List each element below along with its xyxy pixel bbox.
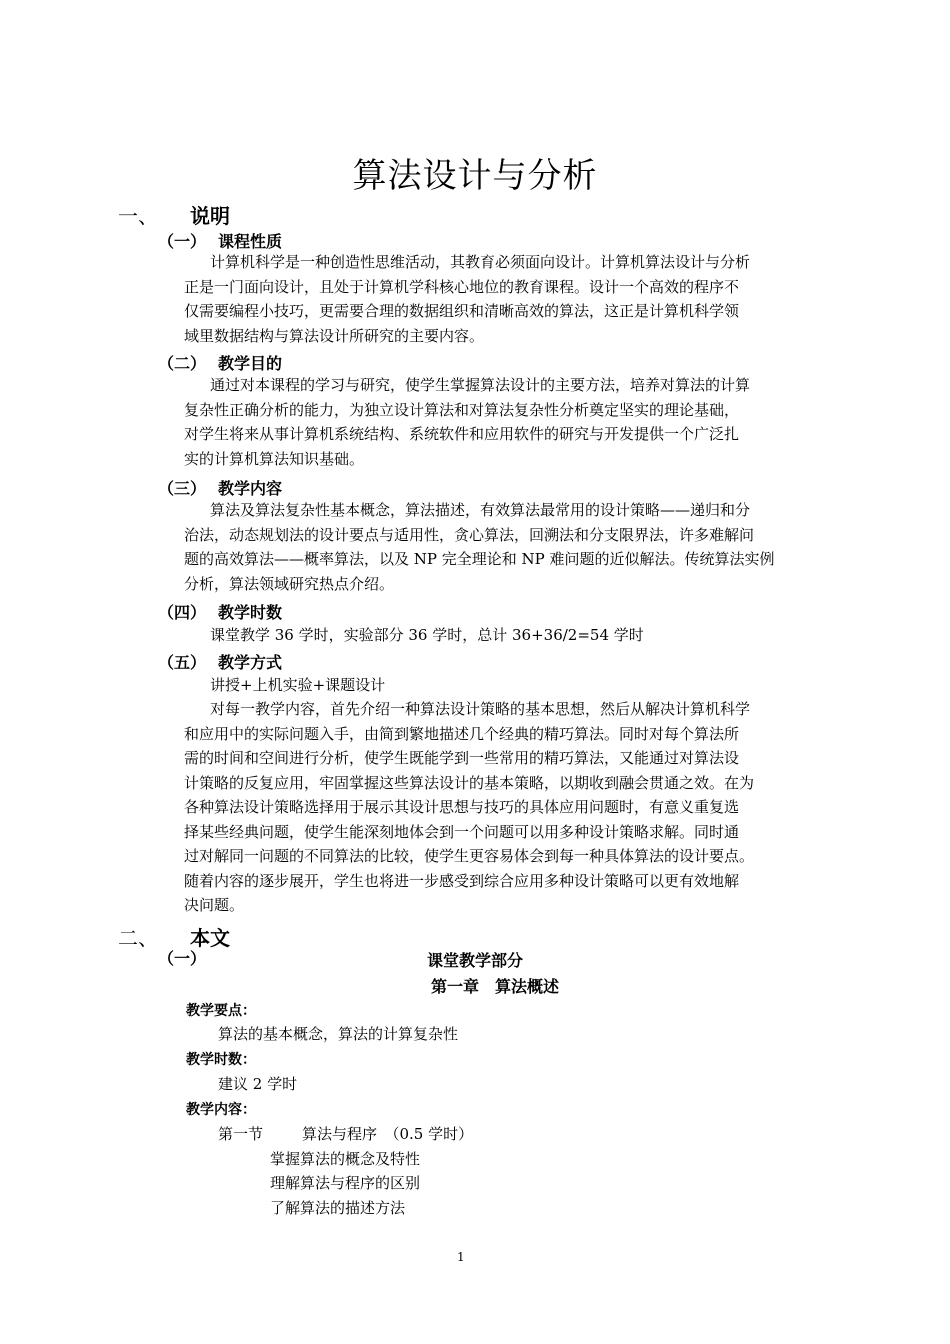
- teaching-method-text: 讲授+上机实验+课题设计: [210, 676, 386, 694]
- paragraph-line: 需的时间和空间进行分析，使学生既能学到一些常用的精巧算法，又能通过对算法设: [184, 749, 740, 767]
- paragraph-line: 计算机科学是一种创造性思维活动，其教育必须面向设计。计算机算法设计与分析: [210, 253, 751, 271]
- paragraph-line: 对学生将来从事计算机系统结构、系统软件和应用软件的研究与开发提供一个广泛扎: [184, 425, 740, 443]
- hours-label: 教学时数：: [186, 1052, 256, 1068]
- paragraph-line: 通过对本课程的学习与研究，使学生掌握算法设计的主要方法，培养对算法的计算: [210, 376, 751, 394]
- paragraph-line: 复杂性正确分析的能力，为独立设计算法和对算法复杂性分析奠定坚实的理论基础，: [184, 400, 740, 419]
- section-heading: [118, 200, 230, 229]
- subsection-title: 教学时数: [218, 603, 283, 622]
- paragraph-line: 实的计算机算法知识基础。: [184, 449, 365, 468]
- paragraph-line: 和应用中的实际问题入手，由简到繁地描述几个经典的精巧算法。同时对每个算法所: [184, 724, 740, 743]
- subsection-number: （三）: [158, 479, 207, 498]
- paragraph-line: 择某些经典问题，使学生能深刻地体会到一个问题可以用多种设计策略求解。同时通: [184, 822, 740, 841]
- paragraph-line: 正是一门面向设计，且处于计算机学科核心地位的教育课程。设计一个高效的程序不: [184, 277, 740, 296]
- section-number: 二、: [118, 926, 158, 950]
- subsection-number: （四）: [158, 603, 207, 622]
- list-item: 掌握算法的概念及特性: [270, 1150, 421, 1168]
- teaching-hours-text: 课堂教学 36 学时，实验部分 36 学时，总计 36+36/2=54 学时: [210, 626, 644, 644]
- subsection-number: （五）: [158, 653, 207, 672]
- paragraph-line: 过对解同一问题的不同算法的比较，使学生更容易体会到每一种具体算法的设计要点。: [184, 847, 755, 865]
- paragraph-teaching-method: [184, 697, 836, 918]
- paragraph-line: 计策略的反复应用，牢固掌握这些算法设计的基本策略，以期收到融会贯通之效。在为: [184, 773, 755, 792]
- subsection-number: （二）: [158, 354, 207, 373]
- page-number: 1: [457, 1250, 465, 1264]
- paragraph-line: 对每一教学内容，首先介绍一种算法设计策略的基本思想，然后从解决计算机科学: [210, 700, 751, 718]
- paragraph-line: 随着内容的逐步展开，学生也将进一步感受到综合应用多种设计策略可以更有效地解: [184, 871, 740, 890]
- section-number: 一、: [118, 204, 158, 228]
- paragraph-line: 域里数据结构与算法设计所研究的主要内容。: [184, 326, 485, 345]
- paragraph-line: 仅需要编程小技巧，更需要合理的数据组织和清晰高效的算法，这正是计算机科学领: [184, 302, 740, 320]
- subsection-heading: [158, 229, 282, 252]
- hours-text: 建议 2 学时: [218, 1075, 298, 1093]
- section-title-text: 算法与程序 （0.5 学时）: [302, 1125, 474, 1143]
- paragraph-line: 各种算法设计策略选择用于展示其设计思想与技巧的具体应用问题时，有意义重复选: [184, 798, 740, 816]
- list-item: 了解算法的描述方法: [270, 1199, 406, 1217]
- paragraph-line: 算法及算法复杂性基本概念，算法描述，有效算法最常用的设计策略——递归和分: [210, 501, 751, 519]
- subsection-title: 课程性质: [218, 232, 283, 251]
- subsection-number: （一）: [158, 232, 207, 251]
- section-title: 说明: [190, 204, 230, 228]
- content-label: 教学内容：: [186, 1102, 256, 1118]
- list-item: 理解算法与程序的区别: [270, 1174, 421, 1192]
- key-points-label: 教学要点：: [186, 1003, 256, 1019]
- subsection-title: 教学内容: [218, 479, 283, 498]
- paragraph-line: 治法，动态规划法的设计要点与适用性，贪心算法，回溯法和分支限界法，许多难解问: [184, 525, 755, 544]
- chapter-title: 第一章 算法概述: [430, 977, 559, 996]
- part-title: 课堂教学部分: [426, 951, 523, 970]
- subsection-heading: [158, 600, 282, 623]
- subsection-title: 教学方式: [218, 653, 283, 672]
- paragraph-line: 题的高效算法——概率算法，以及 NP 完全理论和 NP 难问题的近似解法。传统算法实例: [184, 550, 775, 568]
- paragraph-teaching-content: [184, 498, 836, 596]
- paragraph-line: 决问题。: [184, 896, 245, 914]
- key-points-text: 算法的基本概念，算法的计算复杂性: [218, 1025, 459, 1043]
- page-title: 算法设计与分析: [352, 156, 598, 196]
- subsection-title: 教学目的: [218, 354, 283, 373]
- subsection-heading: [158, 650, 282, 673]
- section-title: 本文: [190, 926, 230, 950]
- paragraph-course-nature: [184, 250, 836, 348]
- paragraph-line: 分析，算法领域研究热点介绍。: [184, 574, 395, 593]
- subsection-heading: [158, 476, 282, 499]
- subsection-number: （一）: [158, 949, 207, 968]
- section-number-label: 第一节: [218, 1125, 264, 1143]
- subsection-heading: [158, 351, 282, 374]
- paragraph-teaching-purpose: [184, 373, 836, 471]
